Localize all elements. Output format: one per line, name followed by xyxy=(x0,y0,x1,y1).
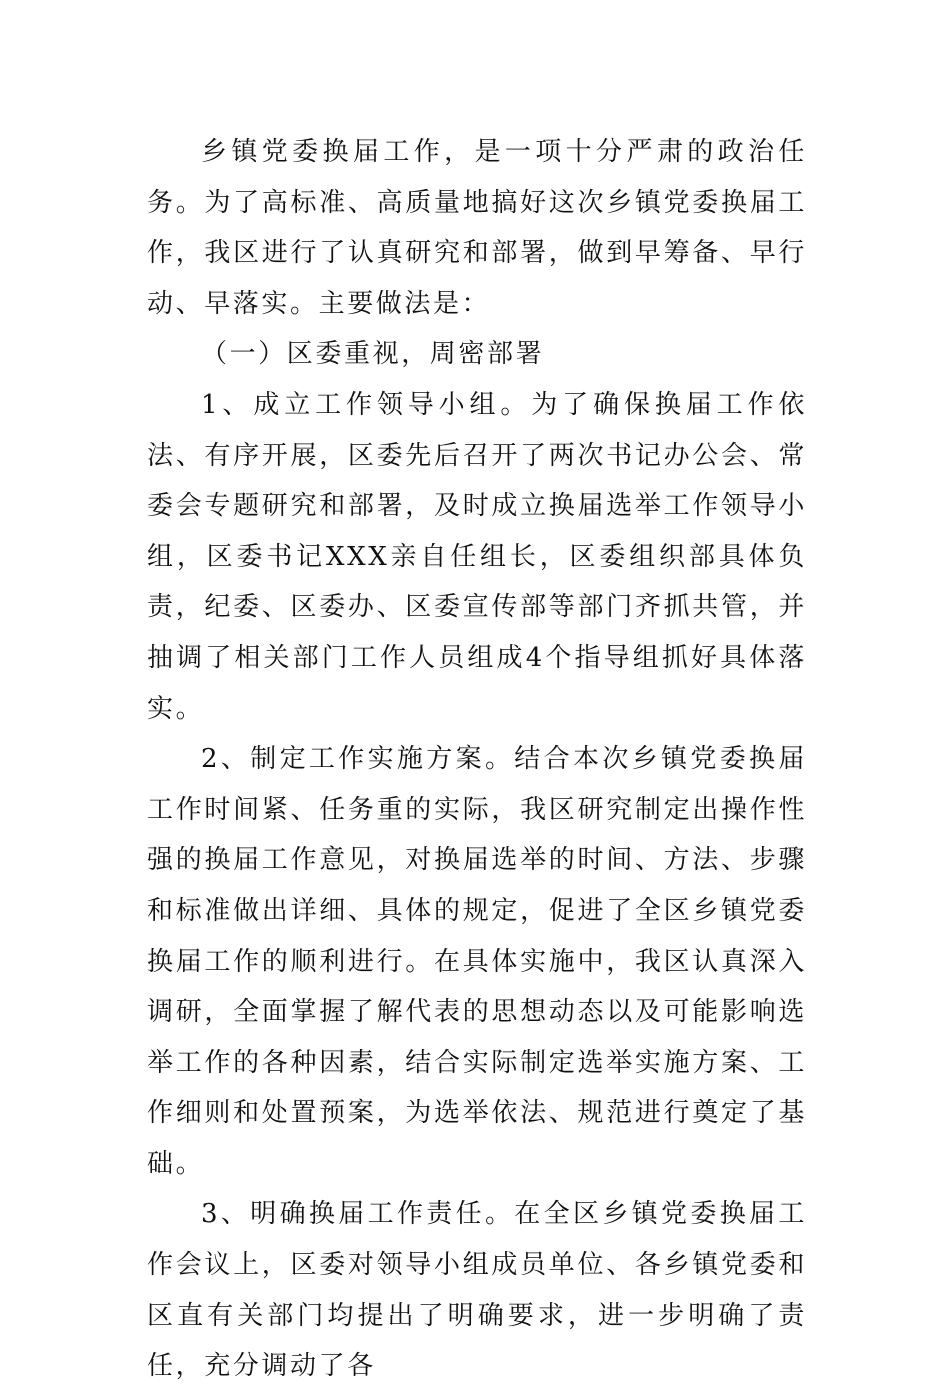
document-body xyxy=(147,127,807,1392)
section-heading: （一）区委重视，周密部署 xyxy=(201,339,545,370)
intro-paragraph: 乡镇党委换届工作，是一项十分严肃的政治任务。为了高标准、高质量地搞好这次乡镇党委换届工作，我区进行了认真研究和部署，做到早筹备、早行动、早落实。主要做法是： xyxy=(147,137,807,319)
item-2-paragraph: 2、制定工作实施方案。结合本次乡镇党委换届工作时间紧、任务重的实际，我区研究制定出操作性强的换届工作意见，对换届选举的时间、方法、步骤和标准做出详细、具体的规定，促进了全区乡镇党委换届工作的顺利进行。在具体实施中，我区认真深入调研，全面掌握了解代表的思想动态以及可能影响选举工作的各种因素，结合实际制定选举实施方案、工作细则和处置预案，为选举依法、规范进行奠定了基础。 xyxy=(147,744,807,1179)
item-3-paragraph: 3、明确换届工作责任。在全区乡镇党委换届工作会议上，区委对领导小组成员单位、各乡镇党委和区直有关部门均提出了明确要求，进一步明确了责任，充分调动了各 xyxy=(147,1199,807,1382)
item-1-paragraph: 1、成立工作领导小组。为了确保换届工作依法、有序开展，区委先后召开了两次书记办公会、常委会专题研究和部署，及时成立换届选举工作领导小组，区委书记XXX亲自任组长，区委组织部具体负责，纪委、区委办、区委宣传部等部门齐抓共管，并抽调了相关部门工作人员组成4个指导组抓好具体落实。 xyxy=(147,389,807,724)
